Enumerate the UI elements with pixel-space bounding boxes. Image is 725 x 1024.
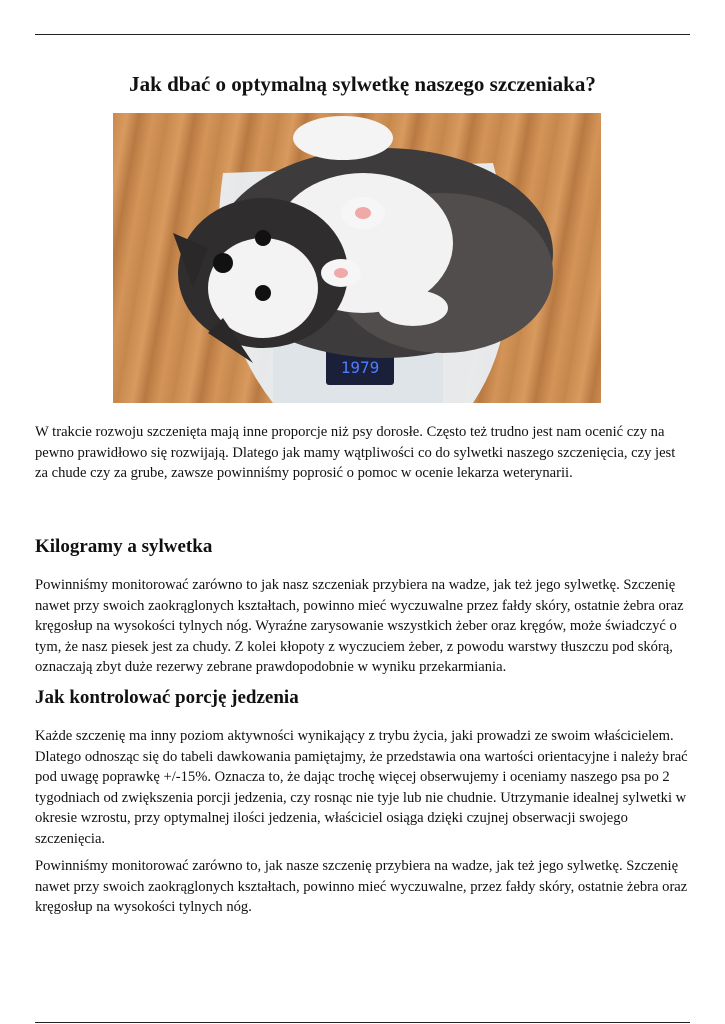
section-paragraph-porcja-2: Powinniśmy monitorować zarówno to, jak nasze szczenię przybiera na wadze, jak też jego sylwetkę. Szczenię nawet przy swoich zaokrąglonych kształtach, powinno mieć wyczuwalne, przez fałdy skóry, ostatnie żebra oraz kręgosłup na wysokości tylnych nóg. [35,858,688,915]
section-heading-porcja: Jak kontrolować porcję jedzenia [35,687,299,708]
scale-display-text: 1979 [340,358,380,377]
puppy-on-scale-photo [113,113,601,403]
page-title: Jak dbać o optymalną sylwetkę naszego szczeniaka? [129,72,596,96]
header-rule [35,34,690,35]
puppy-illustration [113,113,601,403]
footer-rule [35,1022,690,1023]
section-paragraph-kilogramy: Powinniśmy monitorować zarówno to jak nasz szczeniak przybiera na wadze, jak też jego sylwetkę. Szczenię nawet przy swoich zaokrąglonych kształtach, powinno mieć wyczuwalne przez fałdy skóry, ostatnie żebra oraz kręgosłup na wysokości tylnych nóg. Wyraźne zarysowanie wszystkich żeber oraz kręgów, może świadczyć o tym, że nasz piesek jest za chudy. Z kolei kłopoty z wyczuciem żeber, z powodu warstwy tłuszczu pod skórą, oznaczają zbyt duże rezerwy zebrane prawdopodobnie w wyniku przekarmiania. [35,577,684,675]
section-paragraph-porcja-1: Każde szczenię ma inny poziom aktywności wynikający z trybu życia, jaki prowadzi ze swoim właścicielem. Dlatego odnosząc się do tabeli dawkowania pamiętajmy, że przedstawia ona wartości orientacyjne i należy brać pod uwagę poprawkę +/-15%. Oznacza to, że dając trochę więcej obserwujemy i oceniamy naszego psa po 2 tygodniach od zwiększenia porcji jedzenia, czy rosnąc nie tyje lub nie chudnie. Utrzymanie idealnej sylwetki w okresie wzrostu, przy optymalnej ilości jedzenia, właściciel osiąga dzięki czujnej obserwacji swojego szczenięcia. [35,728,688,847]
section-heading-kilogramy: Kilogramy a sylwetka [35,536,213,557]
intro-paragraph: W trakcie rozwoju szczenięta mają inne proporcje niż psy dorosłe. Często też trudno jest nam ocenić czy na pewno prawidłowo się rozwijają. Dlatego jak mamy wątpliwości co do sylwetki naszego szczenięcia, czy jest za chude czy za grube, zawsze powinniśmy poprosić o pomoc w ocenie lekarza weterynarii. [35,424,676,481]
